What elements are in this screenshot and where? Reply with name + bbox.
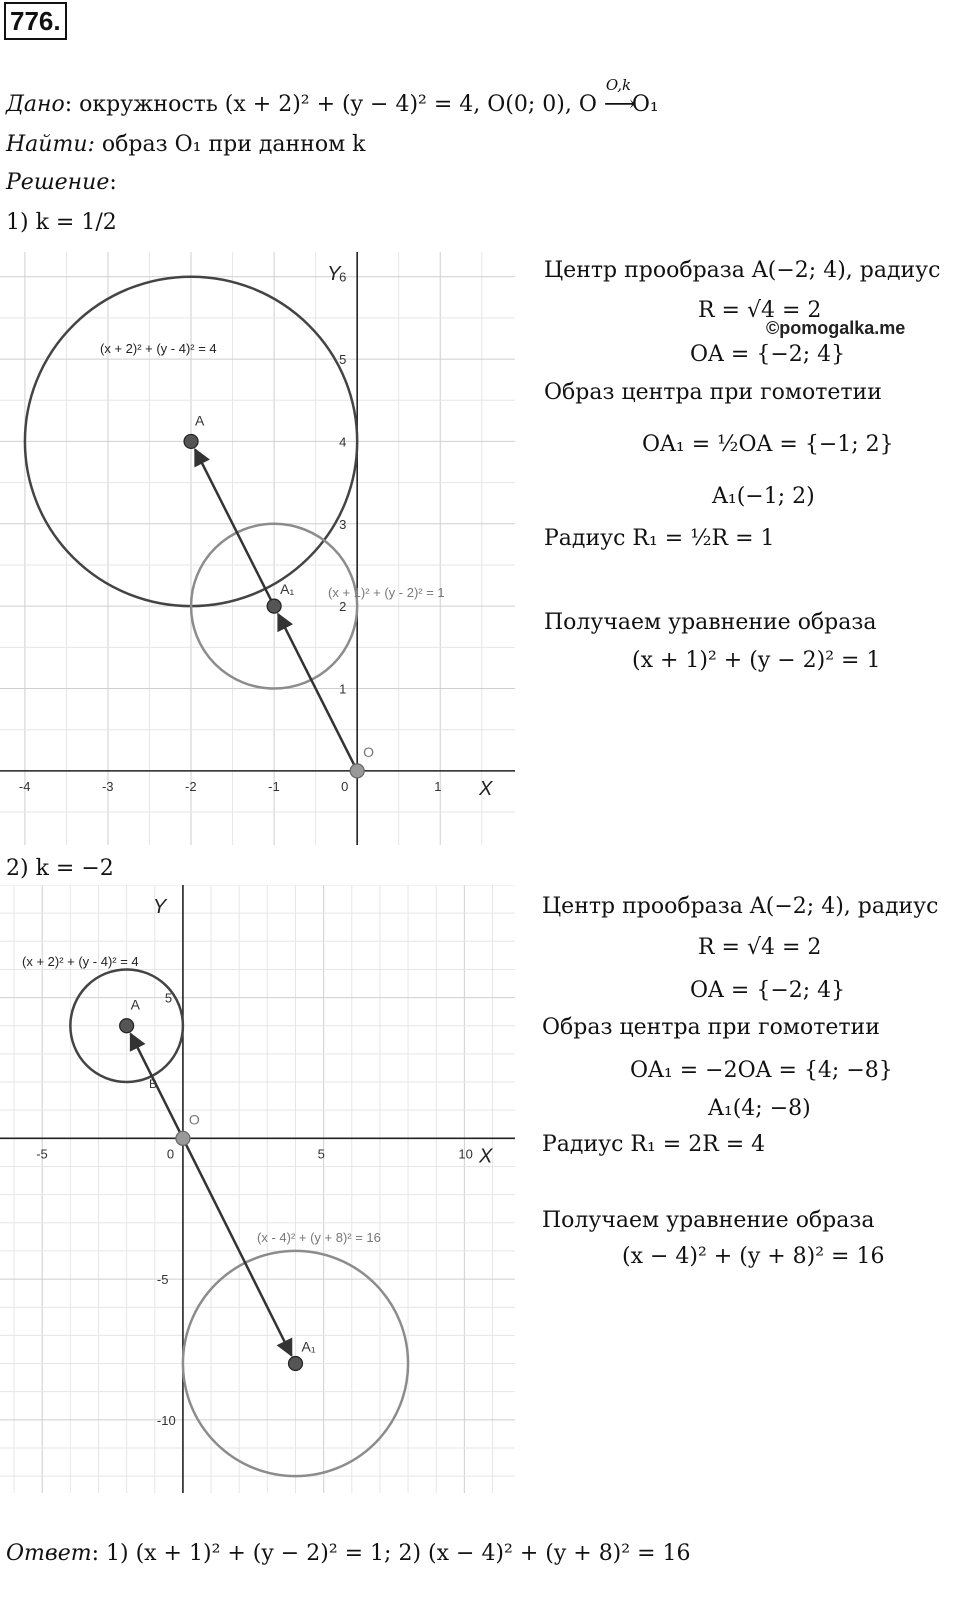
x-axis-label: X (479, 1145, 493, 1168)
p2-preimage-center: Центр прообраза A(−2; 4), радиус (542, 894, 939, 919)
x-tick-label: -3 (101, 778, 114, 794)
x-tick-label: 5 (317, 1146, 325, 1162)
p1-a1-point: A₁(−1; 2) (712, 484, 815, 509)
image-circle-label: (x - 4)² + (y + 8)² = 16 (257, 1230, 381, 1245)
y-tick-label: 4 (339, 434, 347, 450)
answer-line (6, 1541, 691, 1567)
p1-vector-oa1: OA₁ = ½OA = {−1; 2} (642, 432, 894, 457)
solution-colon: : (109, 170, 117, 195)
y-tick-label: 6 (339, 269, 347, 285)
point-o (350, 764, 364, 778)
x-tick-label: 0 (166, 1146, 175, 1162)
y-tick-label: 2 (339, 599, 347, 615)
find-text: образ O₁ при данном k (94, 132, 366, 157)
homothety-params: O,k (605, 76, 632, 94)
p1-preimage-center: Центр прообраза A(−2; 4), радиус (544, 258, 941, 283)
answer-text: : 1) (x + 1)² + (y − 2)² = 1; 2) (x − 4)² + (y + 8)² = 16 (91, 1541, 691, 1566)
watermark: ©pomogalka.me (766, 318, 906, 338)
x-tick-label: -4 (18, 778, 31, 794)
y-tick-label: -5 (156, 1272, 169, 1288)
point-a1 (288, 1357, 302, 1371)
p1-result-caption: Получаем уравнение образа (544, 610, 877, 635)
point-o-label: O (363, 743, 375, 760)
problem-number: 776. (4, 2, 67, 40)
y-tick-label: 5 (339, 352, 347, 368)
p1-new-radius: Радиус R₁ = ½R = 1 (544, 526, 775, 551)
point-a-label: A (195, 412, 205, 429)
solution-label: Решение (6, 170, 110, 195)
p2-result-equation: (x − 4)² + (y + 8)² = 16 (622, 1244, 885, 1269)
y-axis-label: Y (327, 263, 341, 285)
y-axis-label: Y (152, 896, 167, 918)
p2-vector-oa1: OA₁ = −2OA = {4; −8} (630, 1058, 893, 1083)
point-a (120, 1019, 134, 1033)
p2-vector-oa: OA = {−2; 4} (690, 978, 846, 1003)
p2-result-caption: Получаем уравнение образа (542, 1208, 875, 1233)
p1-radius: R = √4 = 2 (698, 298, 822, 323)
point-b-label: B (148, 1077, 157, 1092)
vector-to-a (195, 449, 274, 606)
x-tick-label: -5 (36, 1146, 48, 1162)
point-a (184, 434, 198, 448)
p1-result-equation: (x + 1)² + (y − 2)² = 1 (632, 648, 881, 673)
given-result: O₁ (631, 92, 659, 117)
x-tick-label: 10 (458, 1146, 473, 1162)
find-line (6, 132, 366, 158)
y-tick-label: 1 (339, 681, 347, 697)
point-o-label: O (188, 1111, 200, 1128)
x-tick-label: 0 (341, 778, 349, 794)
p1-homothety-caption: Образ центра при гомотетии (544, 380, 882, 405)
vector-to-a1 (183, 1138, 292, 1355)
y-tick-label: -10 (156, 1412, 176, 1428)
x-tick-label: -2 (185, 778, 197, 794)
preimage-circle-label: (x + 2)² + (y - 4)² = 4 (100, 341, 217, 356)
point-a1-label: A₁ (280, 581, 295, 598)
p2-new-radius: Радиус R₁ = 2R = 4 (542, 1132, 766, 1157)
arrow-glyph: ⟶ (603, 92, 636, 117)
preimage-circle-label: (x + 2)² + (y - 4)² = 4 (22, 954, 139, 969)
given-label: Дано (6, 92, 65, 117)
point-a-label: A (130, 996, 140, 1013)
given-line (6, 76, 659, 118)
point-a1-label: A₁ (301, 1338, 316, 1355)
graph-1 (0, 252, 515, 845)
point-o (176, 1131, 190, 1145)
part2-header: 2) k = −2 (6, 856, 114, 881)
y-tick-label: 3 (339, 516, 347, 532)
p1-vector-oa: OA = {−2; 4} (690, 342, 846, 367)
p2-a1-point: A₁(4; −8) (708, 1096, 811, 1121)
x-axis-label: X (479, 777, 493, 800)
graph-2 (0, 885, 515, 1493)
point-a1 (267, 599, 281, 613)
find-label: Найти: (6, 132, 95, 157)
p2-radius: R = √4 = 2 (698, 935, 822, 960)
image-circle-label: (x + 1)² + (y - 2)² = 1 (328, 585, 445, 600)
answer-label: Ответ (6, 1541, 92, 1566)
given-text: : окружность (x + 2)² + (y − 4)² = 4, O(0; 0), O (64, 92, 597, 117)
x-tick-label: -1 (268, 778, 280, 794)
homothety-arrow (603, 76, 636, 118)
p2-homothety-caption: Образ центра при гомотетии (542, 1015, 880, 1040)
part1-header: 1) k = 1/2 (6, 210, 117, 235)
y-tick-label: 5 (164, 990, 173, 1006)
solution-line (6, 170, 117, 196)
x-tick-label: 1 (434, 778, 442, 794)
